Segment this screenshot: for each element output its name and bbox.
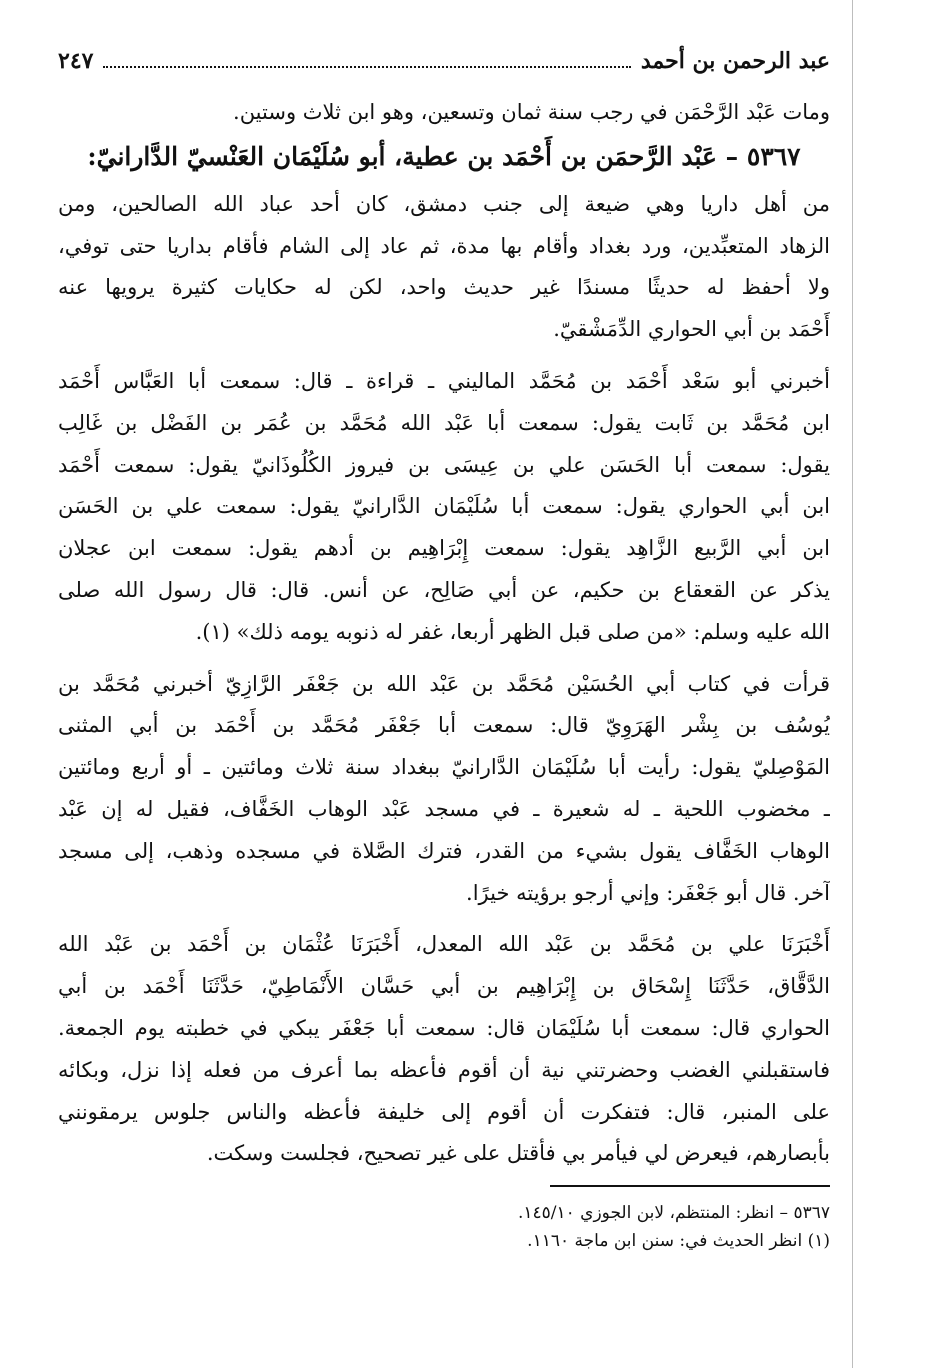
- paragraph: [58, 361, 830, 654]
- entry-body: [58, 184, 830, 1175]
- text-line: أَحْمَد بن أبي الحواري الدِّمَشْقيّ.: [553, 317, 830, 342]
- running-header: [58, 48, 830, 92]
- text-line: الله عليه وسلم: «من صلى قبل الظهر أربعا، غفر له ذنوبه يومه ذلك» (١).: [195, 619, 830, 644]
- text-line: ومات عَبْد الرَّحْمَن في رجب سنة ثمان وتسعين، وهو ابن ثلاث وستين.: [233, 100, 830, 124]
- previous-entry-tail: [58, 92, 830, 134]
- text-line: الزهاد المتعبِّدين، ورد بغداد وأقام بها مدة، ثم عاد إلى الشام فأقام بداريا حتى توفي،: [58, 233, 830, 258]
- text-line: أَخْبَرَنَا علي بن مُحَمَّد بن عَبْد الله المعدل، أَخْبَرَنَا عُثْمَان بن أَحْمَد بن عَبْد الله: [58, 932, 830, 957]
- paragraph: [58, 664, 830, 915]
- text-line: بأبصارهم، فيعرض لي فيأمر بي فأقتل على غير تصحيح، فجلست وسكت.: [206, 1141, 830, 1166]
- paragraph: [58, 924, 830, 1175]
- text-line: الحواري قال: سمعت أبا سُلَيْمَان قال: سمعت أبا جَعْفَر يبكي في خطبته يوم الجمعة.: [58, 1015, 830, 1040]
- text-line: يقول: سمعت أبا الحَسَن علي بن عِيسَى بن فيروز الكُلُوذَانيّ يقول: سمعت أَحْمَد: [58, 452, 830, 477]
- header-leader-dots: [103, 66, 630, 68]
- running-title: عبد الرحمن بن أحمد: [640, 48, 830, 74]
- text-line: ابن أبي الحواري يقول: سمعت أبا سُلَيْمَان الدَّارانيّ يقول: سمعت علي بن الحَسَن: [58, 494, 830, 519]
- footnote-rule: [550, 1185, 830, 1187]
- text-line: ابن أبي الرَّبيع الزَّاهِد يقول: سمعت إِبْرَاهِيم بن أدهم يقول: سمعت ابن عجلان: [58, 536, 830, 561]
- text-line: من أهل داريا وهي ضيعة إلى جنب دمشق، كان أحد عباد الله الصالحين، ومن: [58, 191, 830, 216]
- text-line: آخر. قال أبو جَعْفَر: وإني أرجو برؤيته خيرًا.: [466, 880, 830, 905]
- text-line: الوهاب الخَفَّاف يقول بشيء من القدر، فترك الصَّلاة في مسجده وذهب، إلى مسجد: [58, 838, 830, 863]
- footnote: ٥٣٦٧ – انظر: المنتظم، لابن الجوزي ١٤٥/١٠.: [517, 1203, 830, 1224]
- paragraph-gap: [58, 351, 830, 361]
- paragraph: [58, 184, 830, 351]
- text-line: ـ مخضوب اللحية ـ له شعيرة ـ في مسجد عَبْد الوهاب الخَفَّاف، فقيل له إن عَبْد: [58, 796, 830, 821]
- text-line: فاستقبلني الغضب وحضرتني نية أن أقوم فأعظه بما أعرف من فعله إذا نزل، وبكائه: [58, 1057, 830, 1082]
- text-line: المَوْصِليّ يقول: رأيت أبا سُلَيْمَان الدَّارانيّ ببغداد سنة ثلاث ومائتين ـ أو أربع ومائتين: [58, 755, 830, 780]
- paragraph-gap: [58, 654, 830, 664]
- text-line: يذكر عن القعقاع بن حكيم، عن أبي صَالِح، عن أنس. قال: قال رسول الله صلى: [58, 577, 830, 602]
- paragraph-gap: [58, 914, 830, 924]
- page-number: ٢٤٧: [58, 48, 94, 74]
- text-line: قرأت في كتاب أبي الحُسَيْن مُحَمَّد بن عَبْد الله بن جَعْفَر الرَّازِيّ أخبرني مُحَمَّد بن: [58, 671, 830, 696]
- entry-heading: ٥٣٦٧ – عَبْد الرَّحمَن بن أَحْمَد بن عطية، أبو سُلَيْمَان العَنْسيّ الدَّارانيّ:: [87, 141, 801, 171]
- paragraph: [58, 92, 830, 134]
- text-line: ابن مُحَمَّد بن ثَابت يقول: سمعت أبا عَبْد الله مُحَمَّد بن عُمَر بن الفَضْل بن غَالِب: [58, 410, 830, 435]
- footnote: (١) انظر الحديث في: سنن ابن ماجة ١١٦٠.: [527, 1231, 830, 1252]
- book-page: [58, 48, 830, 1255]
- footnotes: [58, 1199, 830, 1255]
- text-line: يُوسُف بن بِشْر الهَرَوِيّ قال: سمعت أبا جَعْفَر مُحَمَّد بن أَحْمَد بن أبي المثنى: [58, 713, 830, 738]
- page-edge-line: [852, 0, 853, 1368]
- text-line: ولا أحفظ له حديثًا مسندًا غير حديث واحد، لكن له حكايات كثيرة يرويها عنه: [58, 275, 830, 300]
- text-line: أخبرني أبو سَعْد أَحْمَد بن مُحَمَّد الماليني ـ قراءة ـ قال: سمعت أبا العَبَّاس أَحْمَد: [58, 368, 830, 393]
- text-line: على المنبر، قال: فتفكرت أن أقوم إلى خليفة فأعظه والناس جلوس يرمقونني: [58, 1099, 830, 1124]
- text-line: الدَّقَّاق، حَدَّثَنَا إِسْحَاق بن إِبْرَاهِيم بن أبي حَسَّان الأَنْمَاطِيّ، حَدَّثَنَا أَحْمَد بن أبي: [58, 974, 830, 999]
